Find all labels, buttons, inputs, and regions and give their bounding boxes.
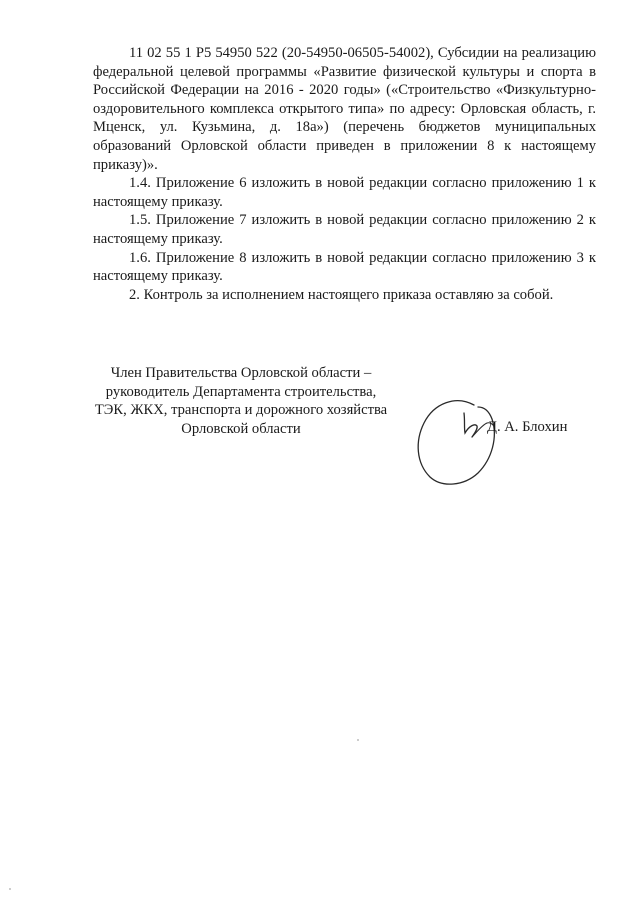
scan-speck [357,739,359,741]
signer-title-line: Орловской области [181,420,301,437]
signer-title-line: руководитель Департамента строительства, [105,383,377,400]
paragraph-1-5: 1.5. Приложение 7 изложить в новой редакции согласно приложению 2 к настоящему приказу. [93,212,596,247]
signer-title-block [82,364,400,438]
order-body-text [93,44,596,304]
paragraph-1-6: 1.6. Приложение 8 изложить в новой редакции согласно приложению 3 к настоящему приказу. [93,249,596,285]
paragraph-budget-code: 11 02 55 1 P5 54950 522 (20-54950-06505-54002), Субсидии на реализацию федеральной целевой программы «Развитие физической культуры и спорта в Российской Федерации на 2016 - 2020 годы» («Строительство «Физкультурно-оздоровительного комплекса открытого типа» по адресу: Орловская область, г. Мценск, ул. Кузьмина, д. 18а») (перечень бюджетов муниципальных образований Орловской области приведен в приложении 8 к настоящему приказу)». [93,45,596,173]
signer-title-line: ТЭК, ЖКХ, транспорта и дорожного хозяйства [94,402,388,418]
paragraph-1-4: 1.4. Приложение 6 изложить в новой редакции согласно приложению 1 к настоящему приказу. [93,175,596,210]
signer-name: Д. А. Блохин [487,419,568,435]
paragraph-2-control: 2. Контроль за исполнением настоящего приказа оставляю за собой. [129,286,554,303]
signer-title-line: Член Правительства Орловской области – [110,365,372,381]
handwritten-signature [412,393,502,488]
scan-speck [9,888,11,890]
